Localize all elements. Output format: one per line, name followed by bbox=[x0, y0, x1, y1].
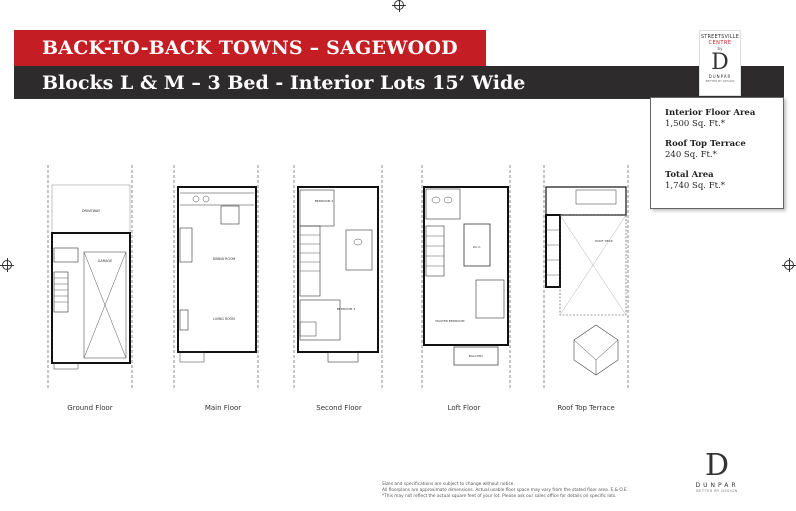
disclaimer-line1: Sizes and specifications are subject to change without notice. bbox=[382, 482, 515, 487]
main-floor-plan bbox=[166, 160, 266, 395]
brand-tagline: BETTER BY DESIGN bbox=[705, 79, 735, 83]
total-area-value: 1,740 Sq. Ft.* bbox=[665, 181, 725, 191]
living-label: LIVING ROOM bbox=[213, 317, 235, 321]
roof-deck-label: ROOF DECK bbox=[595, 239, 613, 243]
disclaimer-line3: *This may not reflect the actual square feet of your lot. Please ask our sales office for details on specific lots. bbox=[382, 494, 617, 499]
registration-mark-top bbox=[394, 0, 404, 10]
brand-name: DUNPAR bbox=[708, 74, 732, 79]
dining-label: DINING ROOM bbox=[212, 257, 236, 261]
interior-area-label: Interior Floor Area bbox=[665, 108, 756, 118]
brand-line2: CENTRE bbox=[708, 40, 732, 46]
terrace-area bbox=[665, 139, 783, 161]
roof-terrace-plan bbox=[536, 160, 636, 395]
driveway-label: DRIVEWAY bbox=[81, 209, 101, 213]
loft-floor-plan bbox=[416, 160, 516, 395]
bedroom3-label: BEDROOM 3 bbox=[336, 307, 356, 311]
brand-logo bbox=[699, 30, 741, 96]
master-label: MASTER BEDROOM bbox=[435, 319, 465, 323]
footer-logo bbox=[682, 450, 752, 493]
registration-mark-left bbox=[2, 260, 12, 270]
registration-mark-right bbox=[784, 260, 794, 270]
total-area bbox=[665, 170, 783, 192]
total-area-label: Total Area bbox=[665, 170, 714, 180]
brand-line1: STREETSVILLE bbox=[700, 34, 740, 40]
ground-floor-label: Ground Floor bbox=[67, 404, 113, 412]
wic-label: W.I.C. bbox=[472, 245, 482, 249]
area-summary bbox=[650, 97, 784, 209]
main-floor-label: Main Floor bbox=[204, 404, 242, 412]
page-subtitle: Blocks L & M – 3 Bed - Interior Lots 15’ Wide bbox=[14, 66, 784, 99]
garage-label: GARAGE bbox=[97, 259, 113, 263]
loft-floor-label: Loft Floor bbox=[447, 404, 481, 412]
page-title: BACK-TO-BACK TOWNS – SAGEWOOD bbox=[14, 30, 486, 66]
brand-line3: by bbox=[717, 46, 723, 51]
interior-area bbox=[665, 108, 783, 130]
disclaimer bbox=[382, 482, 628, 500]
terrace-area-value: 240 Sq. Ft.* bbox=[665, 150, 717, 160]
footer-logo-name: DUNPAR bbox=[695, 482, 739, 489]
brand-letter: D bbox=[711, 50, 729, 75]
second-floor-plan bbox=[288, 160, 388, 395]
terrace-area-label: Roof Top Terrace bbox=[665, 139, 746, 149]
interior-area-value: 1,500 Sq. Ft.* bbox=[665, 119, 725, 129]
bedroom2-label: BEDROOM 2 bbox=[314, 199, 334, 203]
footer-logo-tagline: BETTER BY DESIGN bbox=[696, 489, 738, 493]
ground-floor-plan bbox=[40, 160, 140, 395]
roof-terrace-label: Roof Top Terrace bbox=[557, 404, 615, 412]
second-floor-label: Second Floor bbox=[316, 404, 362, 412]
balcony-label: BALCONY bbox=[468, 354, 484, 358]
footer-logo-letter: D bbox=[704, 448, 730, 483]
disclaimer-line2: All floorplans are approximate dimensions. Actual usable floor space may vary from the stated floor area. E.& O.E. bbox=[382, 488, 628, 493]
